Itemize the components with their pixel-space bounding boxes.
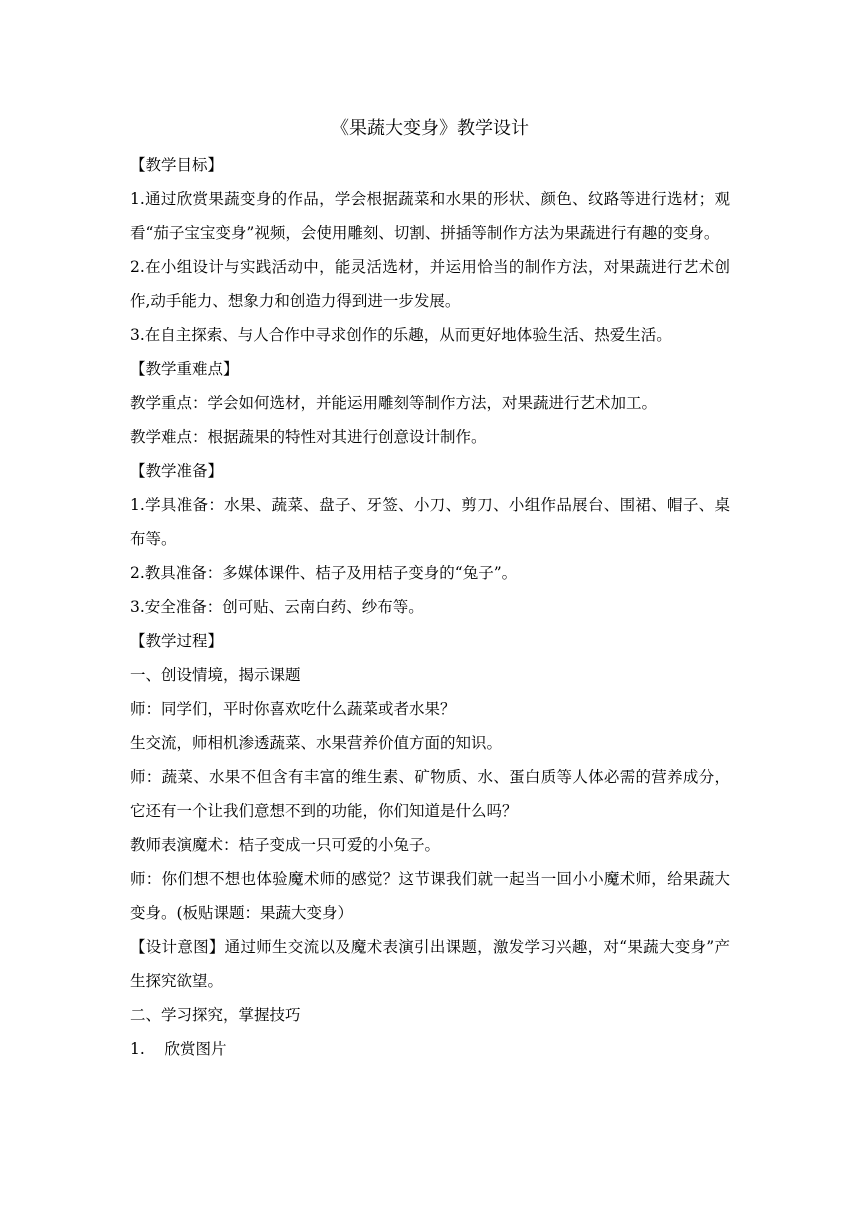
difficult-point: 教学难点：根据蔬果的特性对其进行创意设计制作。 — [130, 428, 487, 446]
goal-item-1: 1.通过欣赏果蔬变身的作品，学会根据蔬菜和水果的形状、颜色、纹路等进行选材；观看“茄子宝宝变身”视频，会使用雕刻、切割、拼插等制作方法为果蔬进行有趣的变身。 — [130, 190, 730, 242]
section-heading-2: 二、学习探究，掌握技巧 — [130, 1006, 301, 1024]
goal-item-2: 2.在小组设计与实践活动中，能灵活选材，并运用恰当的制作方法，对果蔬进行艺术创作,动手能力、想象力和创造力得到进一步发展。 — [130, 258, 730, 310]
paragraph: 师：蔬菜、水果不但含有丰富的维生素、矿物质、水、蛋白质等人体必需的营养成分，它还有一个让我们意想不到的功能，你们知道是什么吗？ — [130, 768, 730, 820]
heading-teaching-goals: 【教学目标】 — [130, 156, 224, 174]
heading-process: 【教学过程】 — [130, 632, 224, 650]
subsection-heading-1: 1. 欣赏图片 — [130, 1040, 227, 1058]
heading-preparation: 【教学准备】 — [130, 462, 224, 480]
prep-item-1: 1.学具准备：水果、蔬菜、盘子、牙签、小刀、剪刀、小组作品展台、围裙、帽子、桌布等。 — [130, 496, 730, 548]
paragraph: 师：同学们，平时你喜欢吃什么蔬菜或者水果？ — [130, 700, 456, 718]
key-point: 教学重点：学会如何选材，并能运用雕刻等制作方法，对果蔬进行艺术加工。 — [130, 394, 658, 412]
heading-key-difficult: 【教学重难点】 — [130, 360, 239, 378]
paragraph: 生交流，师相机渗透蔬菜、水果营养价值方面的知识。 — [130, 734, 503, 752]
goal-item-3: 3.在自主探索、与人合作中寻求创作的乐趣，从而更好地体验生活、热爱生活。 — [130, 326, 672, 344]
prep-item-3: 3.安全准备：创可贴、云南白药、纱布等。 — [130, 598, 424, 616]
design-intent: 【设计意图】通过师生交流以及魔术表演引出课题，激发学习兴趣，对“果蔬大变身”产生探究欲望。 — [130, 938, 730, 990]
document-title: 《果蔬大变身》教学设计 — [331, 118, 529, 139]
prep-item-2: 2.教具准备：多媒体课件、桔子及用桔子变身的“兔子”。 — [130, 564, 518, 582]
paragraph: 教师表演魔术：桔子变成一只可爱的小兔子。 — [130, 836, 441, 854]
section-heading-1: 一、创设情境，揭示课题 — [130, 666, 301, 684]
document-body — [130, 148, 730, 1066]
paragraph: 师：你们想不想也体验魔术师的感觉？这节课我们就一起当一回小小魔术师，给果蔬大变身。(板贴课题：果蔬大变身） — [130, 870, 730, 922]
